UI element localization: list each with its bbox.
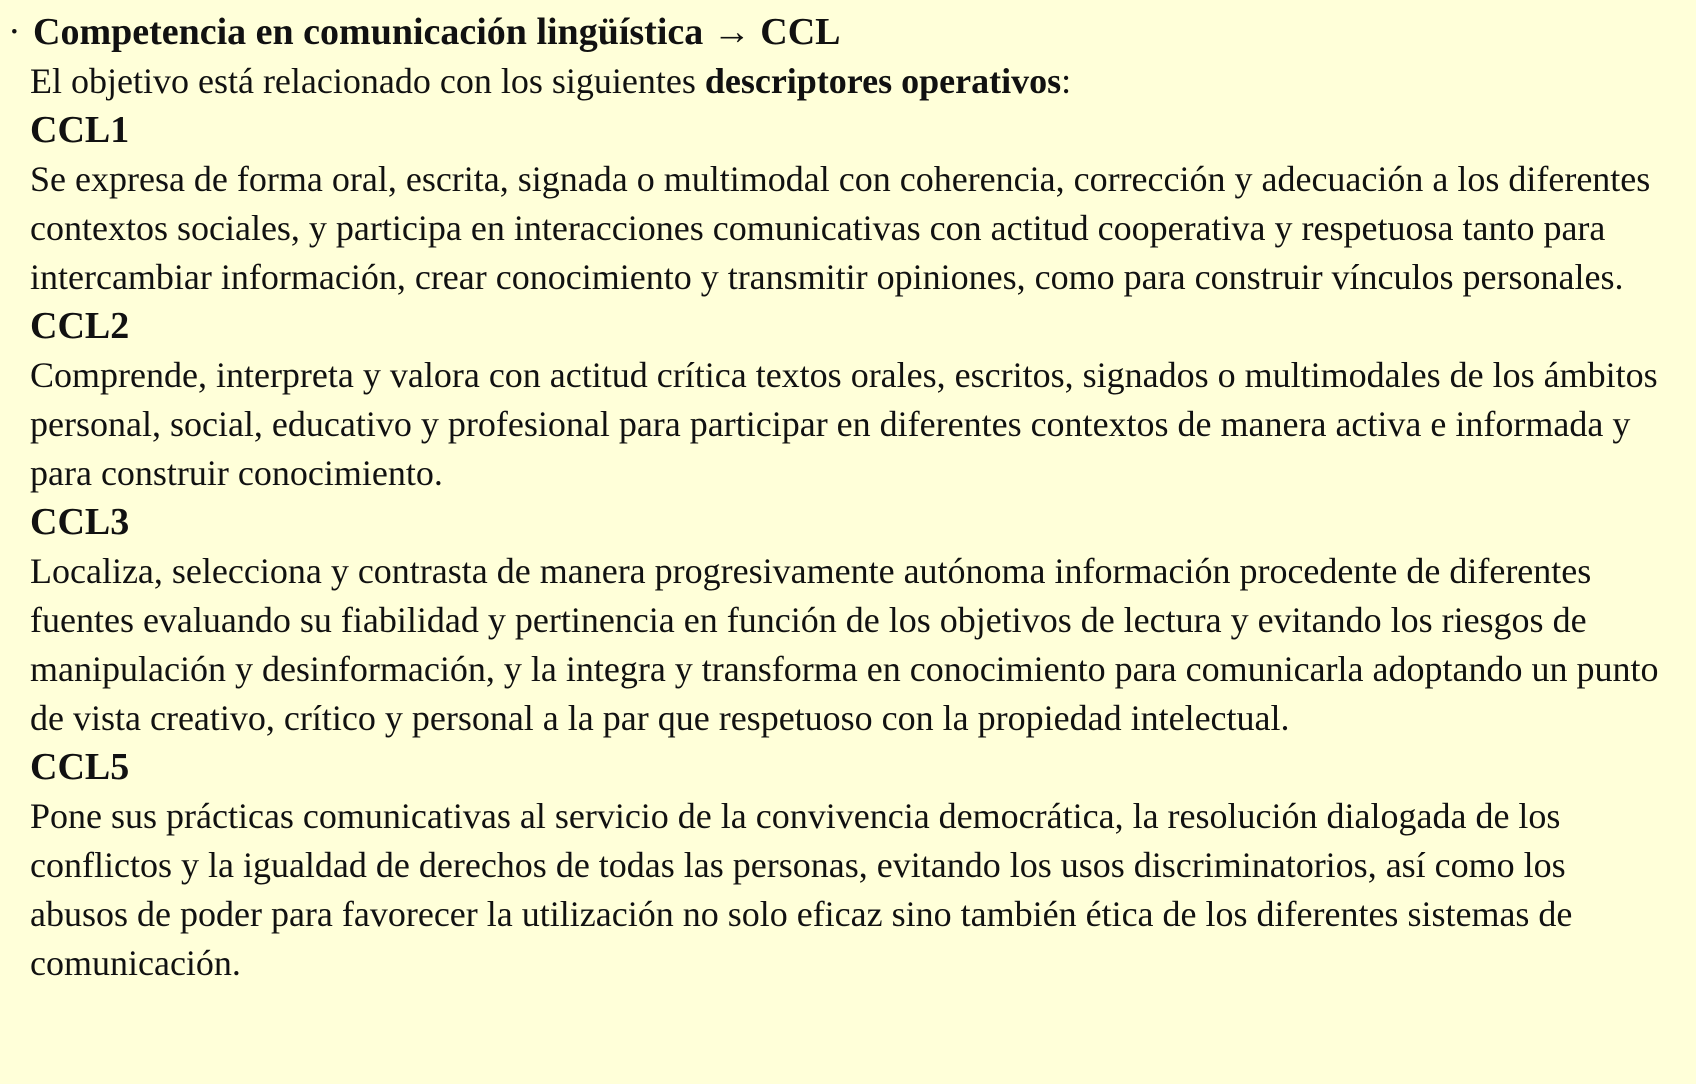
descriptor-ccl3 <box>30 498 1676 743</box>
intro-punctuation: : <box>1061 61 1072 101</box>
competence-content <box>8 57 1676 988</box>
intro-line <box>30 57 1676 106</box>
descriptor-text: Pone sus prácticas comunicativas al servicio de la convivencia democrática, la resolución dialogada de los conflictos y la igualdad de derechos de todas las personas, evitando los usos discriminatorios, así como los abusos de poder para favorecer la utilización no solo eficaz sino también ética de los diferentes sistemas de comunicación. <box>30 796 1573 983</box>
competence-heading <box>8 8 1676 57</box>
intro-emphasis: descriptores operativos <box>704 61 1062 101</box>
descriptor-text: Comprende, interpreta y valora con actitud crítica textos orales, escritos, signados o multimodales de los ámbitos personal, social, educativo y profesional para participar en diferentes contextos de manera activa e informada y para construir conocimiento. <box>30 355 1658 493</box>
descriptor-code: CCL2 <box>30 305 130 347</box>
descriptor-text: Localiza, selecciona y contrasta de manera progresivamente autónoma información procedente de diferentes fuentes evaluando su fiabilidad y pertinencia en función de los objetivos de lectura y evitando los riesgos de manipulación y desinformación, y la integra y transforma en conocimiento para comunicarla adoptando un punto de vista creativo, crítico y personal a la par que respetuoso con la propiedad intelectual. <box>30 551 1659 738</box>
descriptor-code: CCL1 <box>30 109 130 151</box>
intro-text: El objetivo está relacionado con los siguientes <box>30 61 705 101</box>
descriptor-ccl2 <box>30 302 1676 498</box>
bullet-marker: · <box>8 11 21 53</box>
descriptor-ccl5 <box>30 743 1676 988</box>
descriptor-code: CCL3 <box>30 501 130 543</box>
descriptor-text: Se expresa de forma oral, escrita, signada o multimodal con coherencia, corrección y adecuación a los diferentes contextos sociales, y participa en interacciones comunicativas con actitud cooperativa y respetuosa tanto para intercambiar información, crear conocimiento y transmitir opiniones, como para construir vínculos personales. <box>30 159 1651 297</box>
competence-title: Competencia en comunicación lingüística → CCL <box>33 11 841 53</box>
descriptor-code: CCL5 <box>30 746 130 788</box>
descriptor-ccl1 <box>30 106 1676 302</box>
